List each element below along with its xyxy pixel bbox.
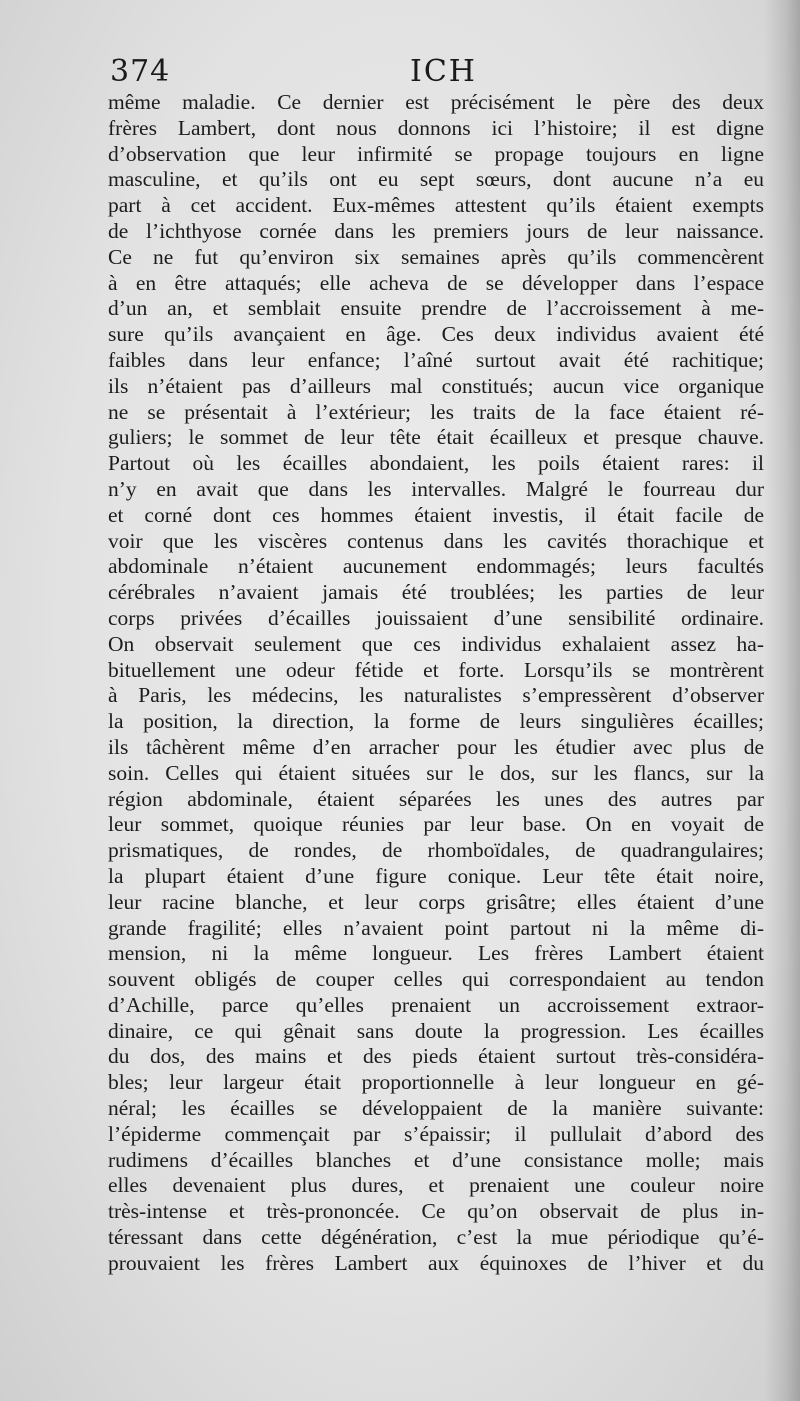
text-line: On observait seulement que ces individus exhalaient assez ha- [108,631,764,656]
text-line: elles devenaient plus dures, et prenaient une couleur noire [108,1173,764,1198]
text-line: même maladie. Ce dernier est précisément le père des deux [108,90,764,114]
text-line: et corné dont ces hommes étaient investis, il était facile de [108,502,764,527]
text-line: leur sommet, quoique réunies par leur base. On en voyait de [108,812,764,837]
text-line: téressant dans cette dégénération, c’est la mue périodique qu’é- [108,1225,764,1250]
body-text [108,90,764,1277]
text-line: dinaire, ce qui gênait sans doute la progression. Les écailles [108,1018,764,1043]
text-line: prismatiques, de rondes, de rhomboïdales, de quadrangulaires; [108,838,764,863]
text-line: ils tâchèrent même d’en arracher pour les étudier avec plus de [108,734,764,759]
text-line: part à cet accident. Eux-mêmes attestent qu’ils étaient exempts [108,193,764,218]
text-line: grande fragilité; elles n’avaient point partout ni la même di- [108,915,764,940]
page-header [110,54,770,94]
text-line: très-intense et très-prononcée. Ce qu’on observait de plus in- [108,1199,764,1224]
text-line: bituellement une odeur fétide et forte. Lorsqu’ils se montrèrent [108,657,764,682]
page-gutter-shadow [764,0,800,1401]
text-line: soin. Celles qui étaient situées sur le dos, sur les flancs, sur la [108,760,764,785]
text-line: à en être attaqués; elle acheva de se développer dans l’espace [108,270,764,295]
page-number: 374 [110,54,171,89]
text-line: guliers; le sommet de leur tête était écailleux et presque chauve. [108,425,764,450]
text-line: leur racine blanche, et leur corps grisâtre; elles étaient d’une [108,889,764,914]
text-line: frères Lambert, dont nous donnons ici l’histoire; il est digne [108,115,764,140]
text-line: Ce ne fut qu’environ six semaines après qu’ils commencèrent [108,244,764,269]
text-line: masculine, et qu’ils ont eu sept sœurs, dont aucune n’a eu [108,167,764,192]
text-line: prouvaient les frères Lambert aux équinoxes de l’hiver et du [108,1250,764,1275]
text-line: de l’ichthyose cornée dans les premiers jours de leur naissance. [108,218,764,243]
text-line: néral; les écailles se développaient de la manière suivante: [108,1096,764,1121]
text-line: la plupart étaient d’une figure conique. Leur tête était noire, [108,863,764,888]
text-line: d’Achille, parce qu’elles prenaient un accroissement extraor- [108,992,764,1017]
text-line: abdominale n’étaient aucunement endommagés; leurs facultés [108,554,764,579]
text-line: sure qu’ils avançaient en âge. Ces deux individus avaient été [108,322,764,347]
text-line: région abdominale, étaient séparées les unes des autres par [108,786,764,811]
text-line: faibles dans leur enfance; l’aîné surtout avait été rachitique; [108,347,764,372]
text-line: la position, la direction, la forme de leurs singulières écailles; [108,709,764,734]
text-line: mension, ni la même longueur. Les frères Lambert étaient [108,941,764,966]
text-line: l’épiderme commençait par s’épaissir; il pullulait d’abord des [108,1121,764,1146]
text-line: ne se présentait à l’extérieur; les traits de la face étaient ré- [108,399,764,424]
text-line: bles; leur largeur était proportionnelle à leur longueur en gé- [108,1070,764,1095]
text-line: voir que les viscères contenus dans les cavités thorachique et [108,528,764,553]
text-line: d’observation que leur infirmité se propage toujours en ligne [108,141,764,166]
text-line: corps privées d’écailles jouissaient d’une sensibilité ordinaire. [108,605,764,630]
text-line: n’y en avait que dans les intervalles. Malgré le fourreau dur [108,476,764,501]
text-line: rudimens d’écailles blanches et d’une consistance molle; mais [108,1147,764,1172]
text-line: Partout où les écailles abondaient, les poils étaient rares: il [108,451,764,476]
text-line: du dos, des mains et des pieds étaient surtout très-considéra- [108,1044,764,1069]
text-line: cérébrales n’avaient jamais été troublées; les parties de leur [108,580,764,605]
text-line: à Paris, les médecins, les naturalistes s’empressèrent d’observer [108,683,764,708]
running-head: ICH [410,54,477,89]
text-line: ils n’étaient pas d’ailleurs mal constitués; aucun vice organique [108,373,764,398]
text-line: souvent obligés de couper celles qui correspondaient au tendon [108,967,764,992]
text-line: d’un an, et semblait ensuite prendre de l’accroissement à me- [108,296,764,321]
